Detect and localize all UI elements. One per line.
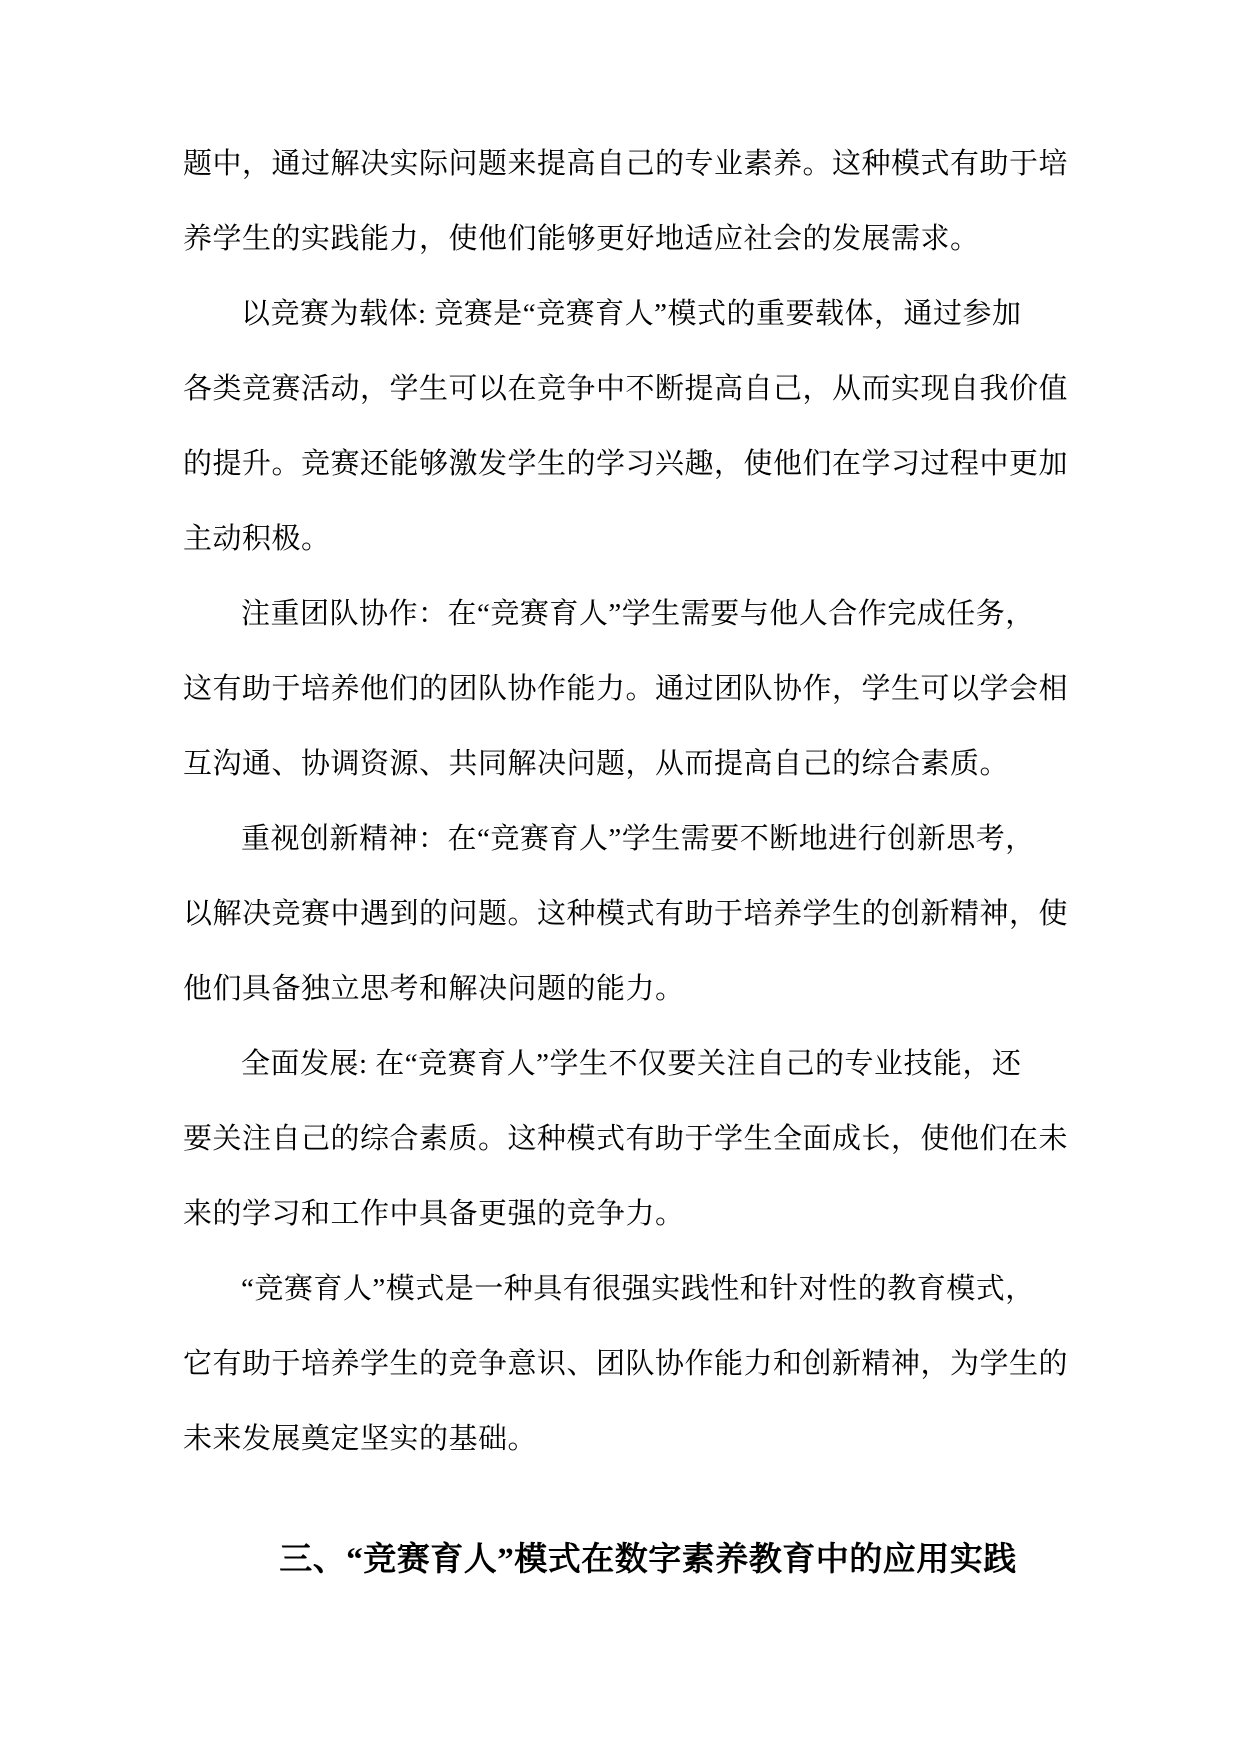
text-line: 养学生的实践能力，使他们能够更好地适应社会的发展需求。 [183,223,980,255]
text-line: “竞赛育人”模式是一种具有很强实践性和针对性的教育模式， [241,1273,1035,1305]
text-line: 他们具备独立思考和解决问题的能力。 [183,973,685,1005]
text-line: 未来发展奠定坚实的基础。 [183,1423,538,1455]
body-paragraph [183,1027,1113,1252]
text-line: 这有助于培养他们的团队协作能力。通过团队协作，学生可以学会相 [183,673,1069,705]
body-paragraph [183,127,1113,277]
section-heading [183,1523,1113,1598]
text-line: 它有助于培养学生的竞争意识、团队协作能力和创新精神，为学生的 [183,1348,1069,1380]
text-line: 主动积极。 [183,523,331,555]
document-body [183,127,1113,1598]
text-line: 的提升。竞赛还能够激发学生的学习兴趣，使他们在学习过程中更加 [183,448,1069,480]
body-paragraph [183,1252,1113,1477]
heading-text: 三、“竞赛育人”模式在数字素养教育中的应用实践 [279,1542,1017,1578]
text-line: 来的学习和工作中具备更强的竞争力。 [183,1198,685,1230]
text-line: 注重团队协作：在“竞赛育人”学生需要与他人合作完成任务， [241,598,1035,630]
text-line: 全面发展: 在“竞赛育人”学生不仅要关注自己的专业技能，还 [241,1048,1022,1080]
text-line: 各类竞赛活动，学生可以在竞争中不断提高自己，从而实现自我价值 [183,373,1069,405]
body-paragraph [183,802,1113,1027]
text-line: 重视创新精神：在“竞赛育人”学生需要不断地进行创新思考， [241,823,1035,855]
body-paragraph [183,277,1113,577]
body-paragraph [183,577,1113,802]
text-line: 要关注自己的综合素质。这种模式有助于学生全面成长，使他们在未 [183,1123,1069,1155]
text-line: 题中，通过解决实际问题来提高自己的专业素养。这种模式有助于培 [183,148,1069,180]
text-line: 以竞赛为载体: 竞赛是“竞赛育人”模式的重要载体，通过参加 [241,298,1022,330]
text-line: 互沟通、协调资源、共同解决问题，从而提高自己的综合素质。 [183,748,1010,780]
text-line: 以解决竞赛中遇到的问题。这种模式有助于培养学生的创新精神，使 [183,898,1069,930]
